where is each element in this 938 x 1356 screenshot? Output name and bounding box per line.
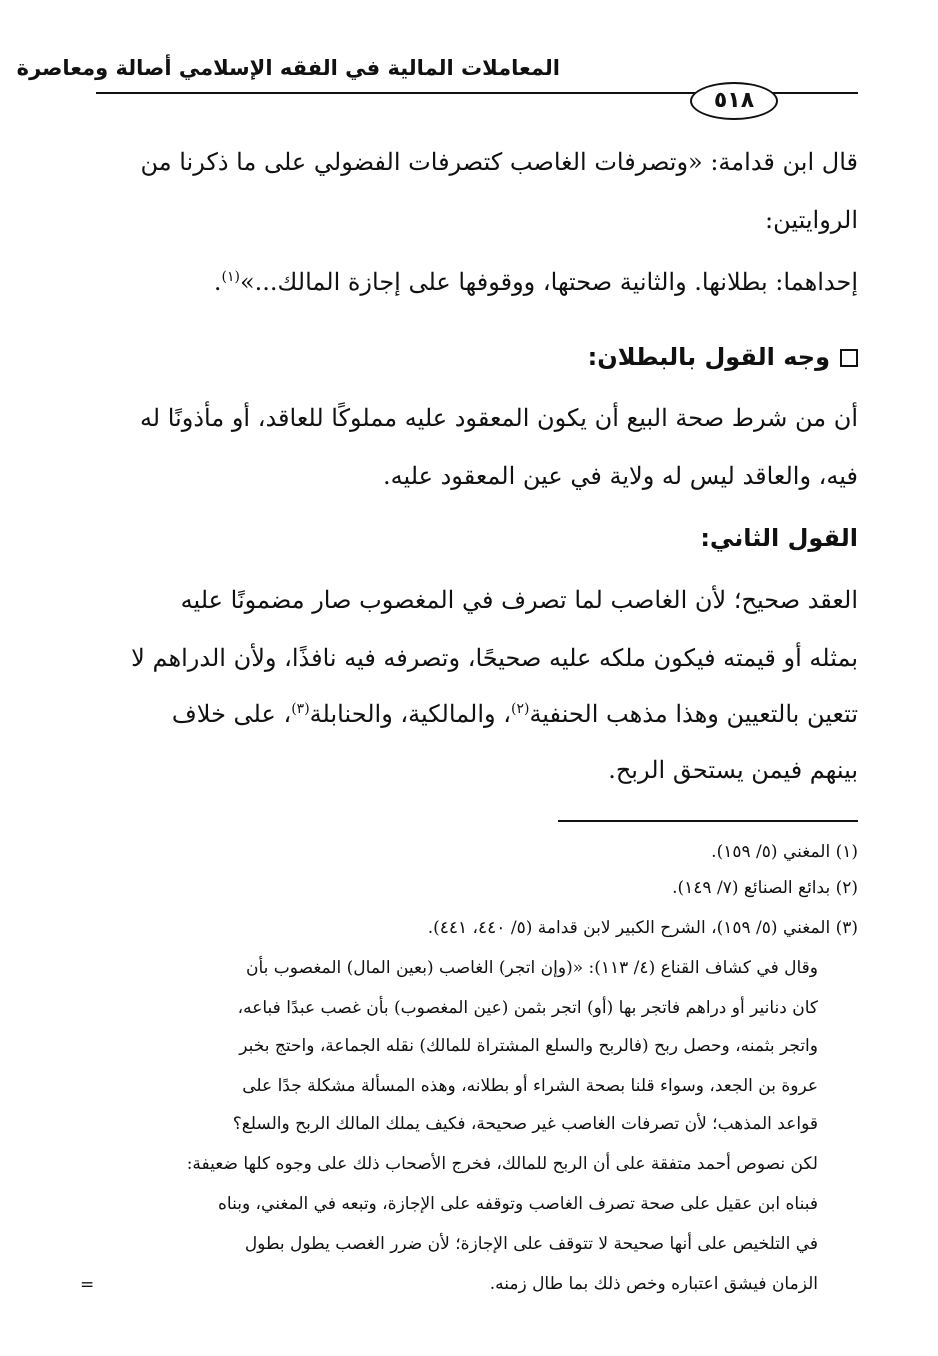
body-line-6: العقد صحيح؛ لأن الغاصب لما تصرف في المغصوب صار مضمونًا عليه bbox=[180, 586, 858, 614]
body-line-9: بينهم فيمن يستحق الربح. bbox=[608, 756, 858, 784]
body-line-8-part-c: ، على خلاف bbox=[171, 700, 292, 728]
footnote-ref-1: (١) bbox=[221, 269, 240, 285]
footnote-3-line: الزمان فيشق اعتباره وخص ذلك بما طال زمنه. bbox=[489, 1274, 818, 1294]
footnote-2: (٢) بدائع الصنائع (٧/ ١٤٩). bbox=[672, 878, 858, 898]
footnote-3-line: عروة بن الجعد، وسواء قلنا بصحة الشراء أو بطلانه، وهذه المسألة مشكلة جدًا على bbox=[242, 1076, 818, 1096]
body-line-8-part-b: ، والمالكية، والحنابلة bbox=[309, 700, 511, 728]
footnote-ref-3: (٣) bbox=[291, 701, 310, 717]
body-line-8-part-a: تتعين بالتعيين وهذا مذهب الحنفية bbox=[529, 700, 858, 728]
page-number: ٥١٨ bbox=[690, 82, 778, 120]
footnote-3-line: كان دنانير أو دراهم فاتجر بها (أو) اتجر بثمن (عين المغصوب) بأن غصب عبدًا فباعه، bbox=[237, 998, 818, 1018]
continuation-mark: = bbox=[80, 1275, 95, 1295]
footnote-3-line: فبناه ابن عقيل على صحة تصرف الغاصب وتوقفه على الإجازة، وتبعه في المغني، وبناه bbox=[218, 1194, 818, 1214]
footnote-3-line: واتجر بثمنه، وحصل ربح (فالربح والسلع المشتراة للمالك) نقله الجماعة، واحتج بخبر bbox=[239, 1036, 818, 1056]
footnote-3-line: في التلخيص على أنها صحيحة لا تتوقف على الإجازة؛ لأن ضرر الغصب يطول بطول bbox=[244, 1234, 818, 1254]
checkbox-bullet-icon bbox=[840, 349, 858, 367]
footnote-3-line: وقال في كشاف القناع (٤/ ١١٣): «(وإن اتجر) الغاصب (بعين المال) المغصوب بأن bbox=[246, 958, 818, 978]
body-line-1: قال ابن قدامة: «وتصرفات الغاصب كتصرفات الفضولي على ما ذكرنا من bbox=[140, 148, 858, 176]
body-line-5: فيه، والعاقد ليس له ولاية في عين المعقود عليه. bbox=[382, 462, 858, 490]
body-line-7: بمثله أو قيمته فيكون ملكه عليه صحيحًا، وتصرفه فيه نافذًا، ولأن الدراهم لا bbox=[131, 644, 858, 672]
running-title: المعاملات المالية في الفقه الإسلامي أصالة ومعاصرة bbox=[16, 56, 560, 80]
body-line-4: أن من شرط صحة البيع أن يكون المعقود عليه مملوكًا للعاقد، أو مأذونًا له bbox=[139, 404, 858, 432]
body-line-3 bbox=[98, 268, 858, 296]
heading-invalidity bbox=[98, 343, 858, 371]
body-line-2: الروايتين: bbox=[765, 206, 858, 234]
footnote-3-line: قواعد المذهب؛ لأن تصرفات الغاصب غير صحيحة، فكيف يملك المالك الربح والسلع؟ bbox=[232, 1114, 818, 1134]
footnote-3-line: لكن نصوص أحمد متفقة على أن الربح للمالك، فخرج الأصحاب ذلك على وجوه كلها ضعيفة: bbox=[186, 1154, 818, 1174]
footnote-3: (٣) المغني (٥/ ١٥٩)، الشرح الكبير لابن قدامة (٥/ ٤٤٠، ٤٤١). bbox=[427, 918, 858, 938]
heading-second-opinion: القول الثاني: bbox=[700, 524, 858, 552]
heading-invalidity-text: وجه القول بالبطلان: bbox=[587, 343, 830, 371]
footnote-separator bbox=[558, 820, 858, 822]
body-line-8 bbox=[98, 700, 858, 728]
body-line-3-end: . bbox=[213, 268, 222, 296]
footnote-1: (١) المغني (٥/ ١٥٩). bbox=[711, 842, 858, 862]
body-line-3-text: إحداهما: بطلانها. والثانية صحتها، ووقوفها على إجازة المالك...» bbox=[239, 268, 858, 296]
footnote-ref-2: (٢) bbox=[510, 701, 530, 717]
